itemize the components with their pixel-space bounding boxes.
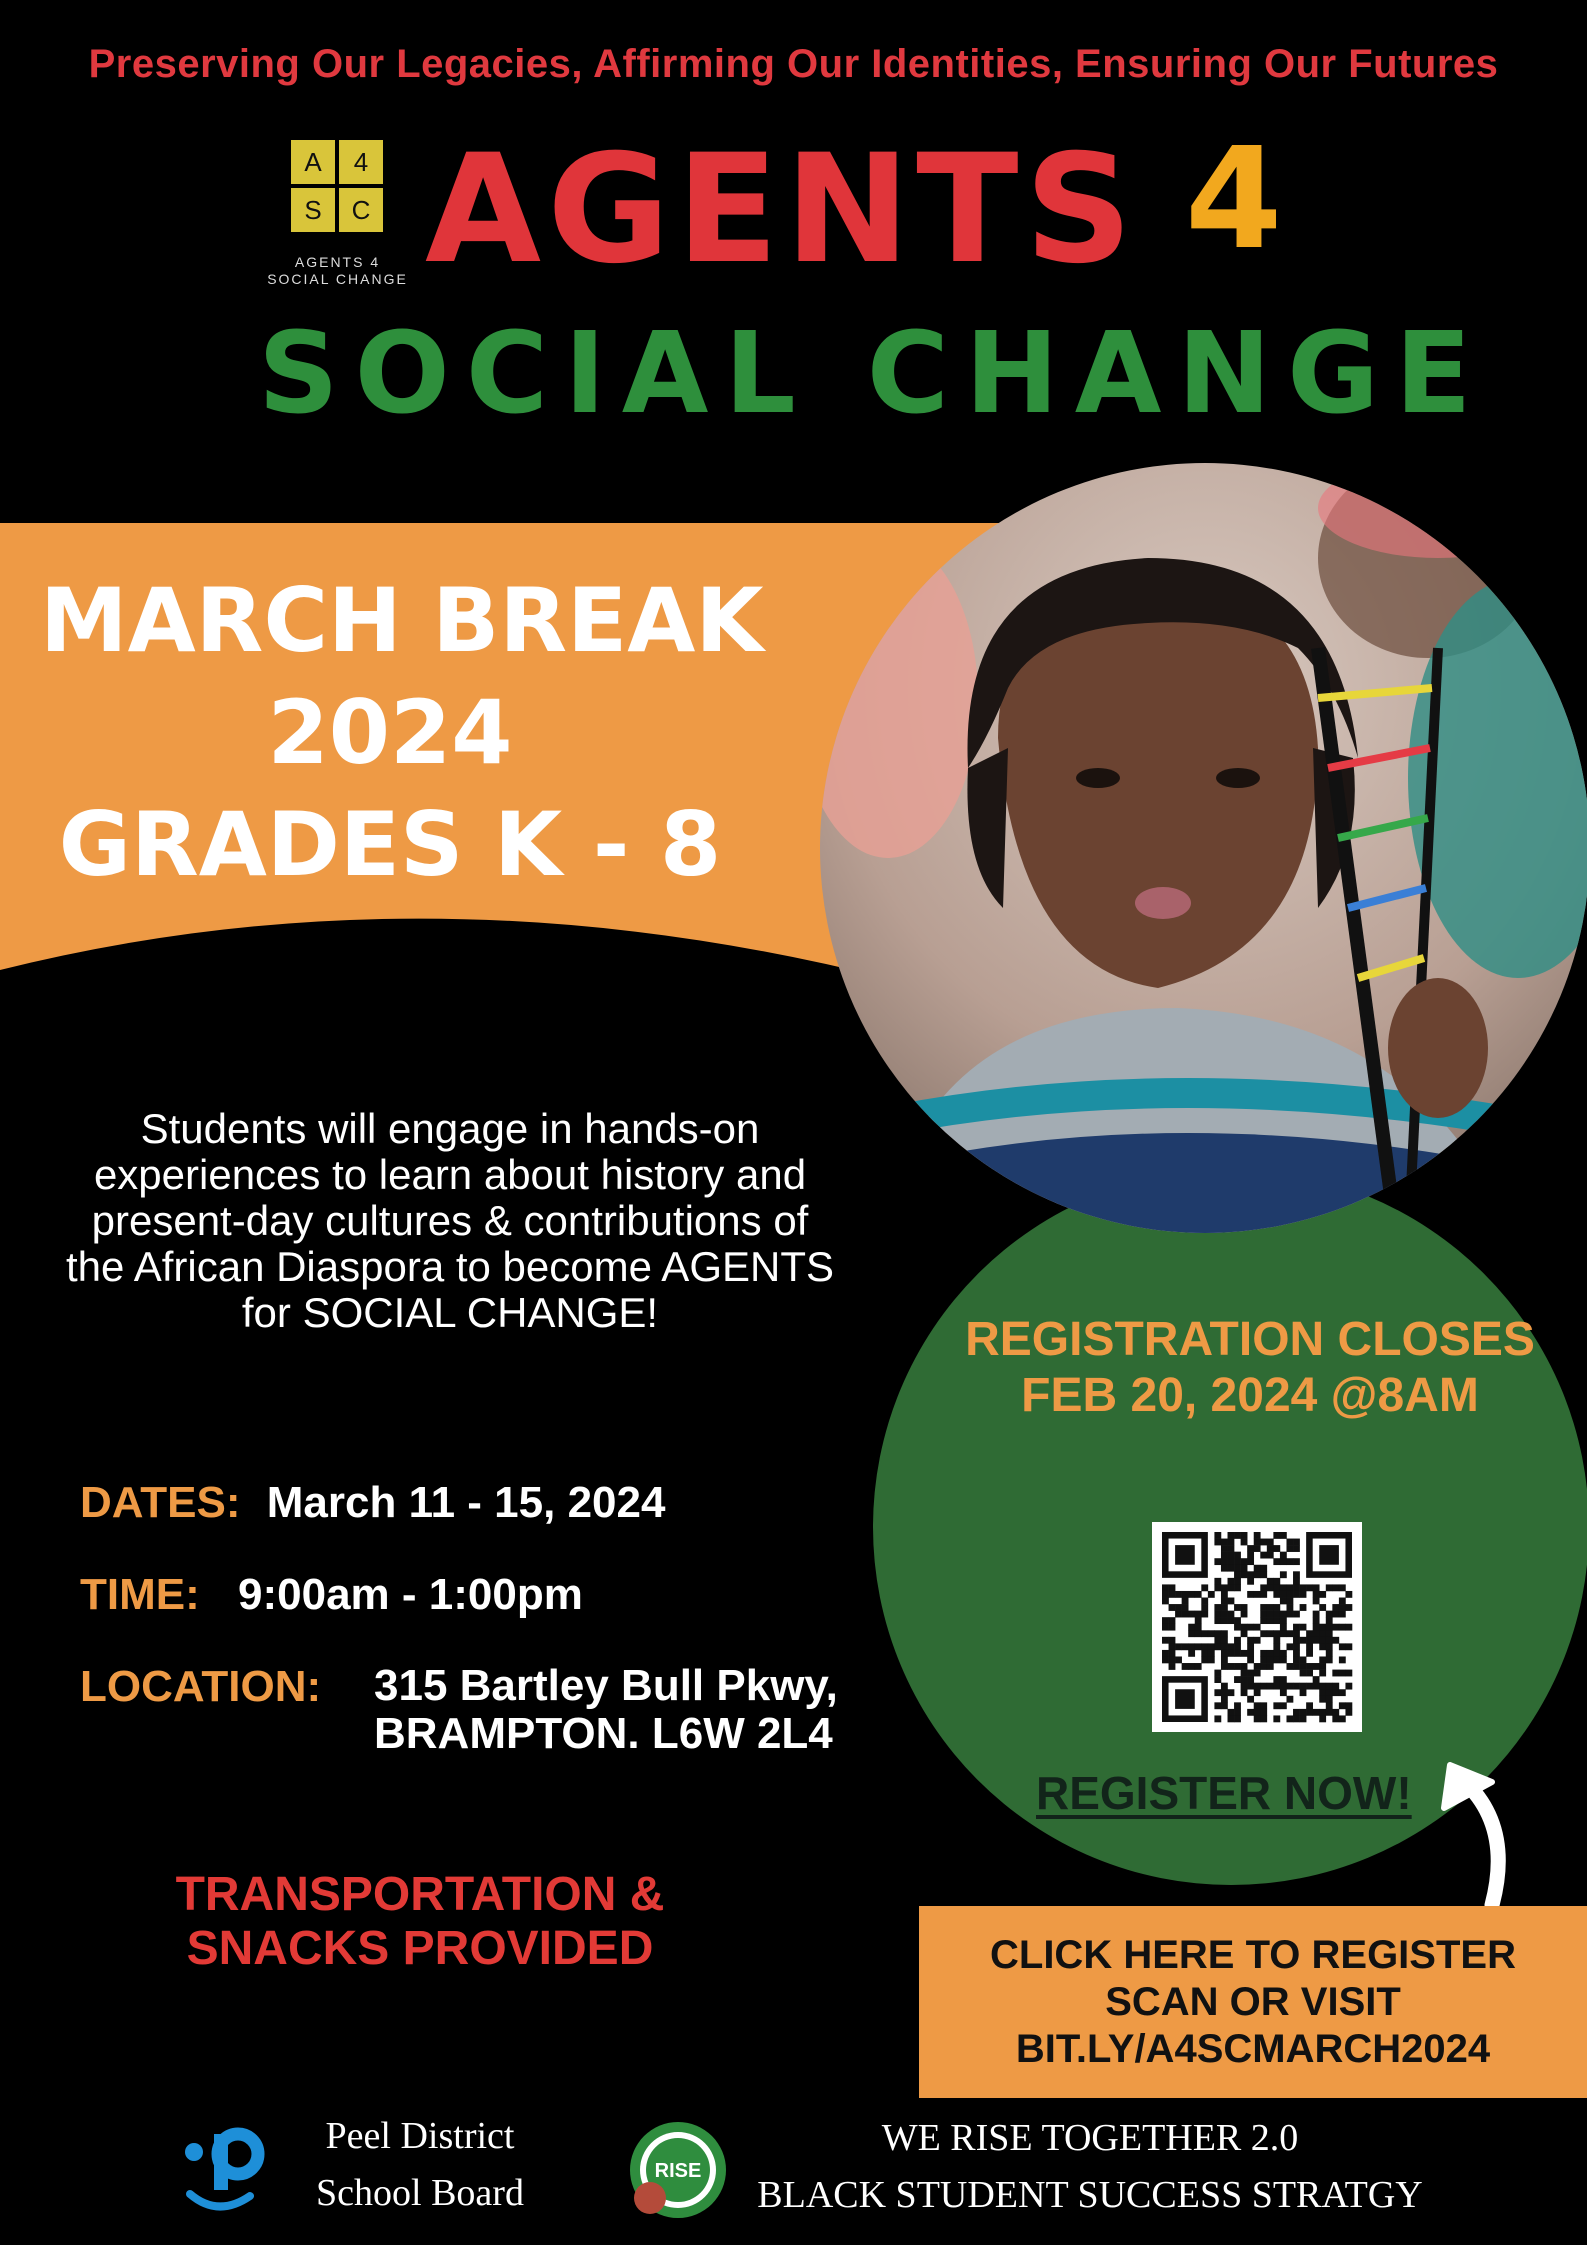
register-cta-button[interactable] (919, 1906, 1587, 2098)
logo-subtitle-line: SOCIAL CHANGE (267, 271, 408, 287)
dates-value: March 11 - 15, 2024 (266, 1478, 666, 1527)
logo-letter: S (291, 188, 335, 232)
board-line: School Board (316, 2172, 524, 2214)
rise-line: WE RISE TOGETHER 2.0 (881, 2117, 1299, 2159)
location-row (80, 1662, 321, 1712)
transport-line: SNACKS PROVIDED (186, 1922, 654, 1975)
logo-letter: 4 (339, 140, 383, 184)
location-value (374, 1662, 838, 1758)
time-value: 9:00am - 1:00pm (238, 1570, 583, 1619)
location-line: BRAMPTON. L6W 2L4 (374, 1709, 833, 1758)
logo-subtitle (255, 254, 420, 288)
title-four: 4 (1185, 118, 1283, 281)
transport-line: TRANSPORTATION & (175, 1868, 665, 1921)
title-social-change: SOCIAL CHANGE (258, 309, 1488, 439)
logo-letter: C (339, 188, 383, 232)
logo-letter: A (291, 140, 335, 184)
rise-badge-text: RISE (654, 2160, 702, 2182)
dates-row (80, 1478, 665, 1528)
time-label: TIME: (80, 1570, 200, 1619)
deadline-line: REGISTRATION CLOSES (965, 1313, 1535, 1366)
registration-deadline (880, 1312, 1587, 1424)
event-title-line: GRADES K - 8 (58, 793, 722, 896)
cta-line: CLICK HERE TO REGISTER (990, 1932, 1516, 1977)
curved-arrow-icon (1444, 1765, 1498, 1905)
event-title-line: 2024 (267, 681, 513, 784)
peel-board-name (290, 2108, 550, 2222)
event-title (40, 565, 764, 901)
location-line: 315 Bartley Bull Pkwy, (374, 1661, 838, 1710)
location-label: LOCATION: (80, 1662, 322, 1711)
peel-logo-icon (180, 2120, 275, 2220)
event-title-line: MARCH BREAK (40, 569, 764, 672)
child-photo (818, 448, 1587, 1248)
program-description: Students will engage in hands-on experiences to learn about history and present-day cultures & contributions of the African Diaspora to become AGENTS for SOCIAL CHANGE! (65, 1105, 835, 1336)
a4sc-logo (291, 140, 383, 232)
rise-badge-icon (628, 2120, 728, 2220)
register-now-link[interactable]: REGISTER NOW! (1036, 1767, 1412, 1819)
cta-line: BIT.LY/A4SCMARCH2024 (1015, 2026, 1491, 2071)
rise-strategy (740, 2110, 1440, 2224)
rise-line: BLACK STUDENT SUCCESS STRATGY (757, 2174, 1423, 2216)
deadline-line: FEB 20, 2024 @8AM (1021, 1369, 1479, 1422)
qr-code[interactable] (1152, 1522, 1362, 1732)
cta-line: SCAN OR VISIT (1105, 1979, 1401, 2024)
title-agents: AGENTS (425, 123, 1139, 297)
board-line: Peel District (325, 2115, 515, 2157)
dates-label: DATES: (80, 1478, 241, 1527)
time-row (80, 1570, 583, 1620)
transport-notice (90, 1868, 750, 1976)
logo-subtitle-line: AGENTS 4 (294, 254, 381, 270)
tagline: Preserving Our Legacies, Affirming Our Identities, Ensuring Our Futures (88, 42, 1499, 86)
